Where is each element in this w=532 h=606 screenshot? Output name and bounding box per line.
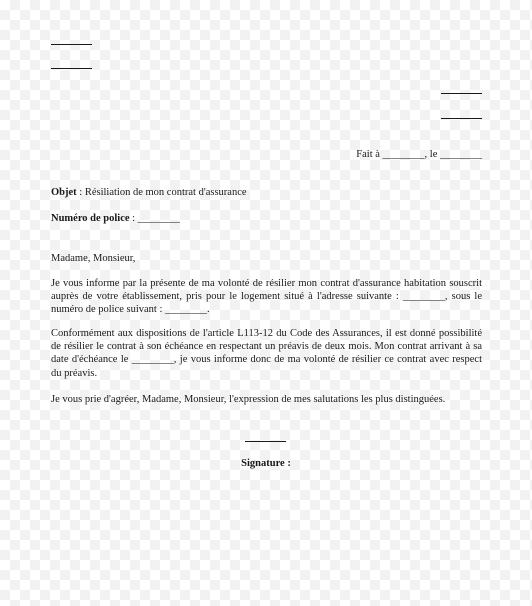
closing-formula: Je vous prie d'agréer, Madame, Monsieur, l'expression de mes salutations les plus distinguées. xyxy=(51,394,446,405)
paragraph-legal: Conformément aux dispositions de l'article L113-12 du Code des Assurances, il est donné possibilité de résilier le contrat à son échéance en respectant un préavis de deux mois. Mon contrat arrivant à sa date d'échéance le ________, je vous informe donc de ma volonté de résilier ce contrat avec respect du préavis. xyxy=(51,328,482,379)
signature-label-text: Signature : xyxy=(241,458,291,469)
sender-blank-line-2 xyxy=(51,68,92,69)
paragraph-intro: Je vous informe par la présente de ma volonté de résilier mon contrat d'assurance habitation souscrit auprès de votre établissement, pris pour le logement situé à l'adresse suivante : ________, sous le numéro de police suivant : ________. xyxy=(51,278,482,316)
sender-blank-line-1 xyxy=(51,44,92,45)
subject-label: Objet xyxy=(51,187,77,198)
policy-number-line xyxy=(51,212,180,225)
place-date-line: Fait à ________, le ________ xyxy=(356,149,482,160)
subject-text: : Résiliation de mon contrat d'assurance xyxy=(76,187,247,198)
salutation: Madame, Monsieur, xyxy=(51,253,136,264)
policy-text: : ________ xyxy=(129,213,180,224)
subject-line xyxy=(51,186,247,199)
recipient-blank-line-1 xyxy=(441,93,482,94)
recipient-blank-line-2 xyxy=(441,118,482,119)
signature-label xyxy=(0,457,532,470)
signature-blank-line xyxy=(245,441,286,442)
policy-label: Numéro de police xyxy=(51,213,130,224)
